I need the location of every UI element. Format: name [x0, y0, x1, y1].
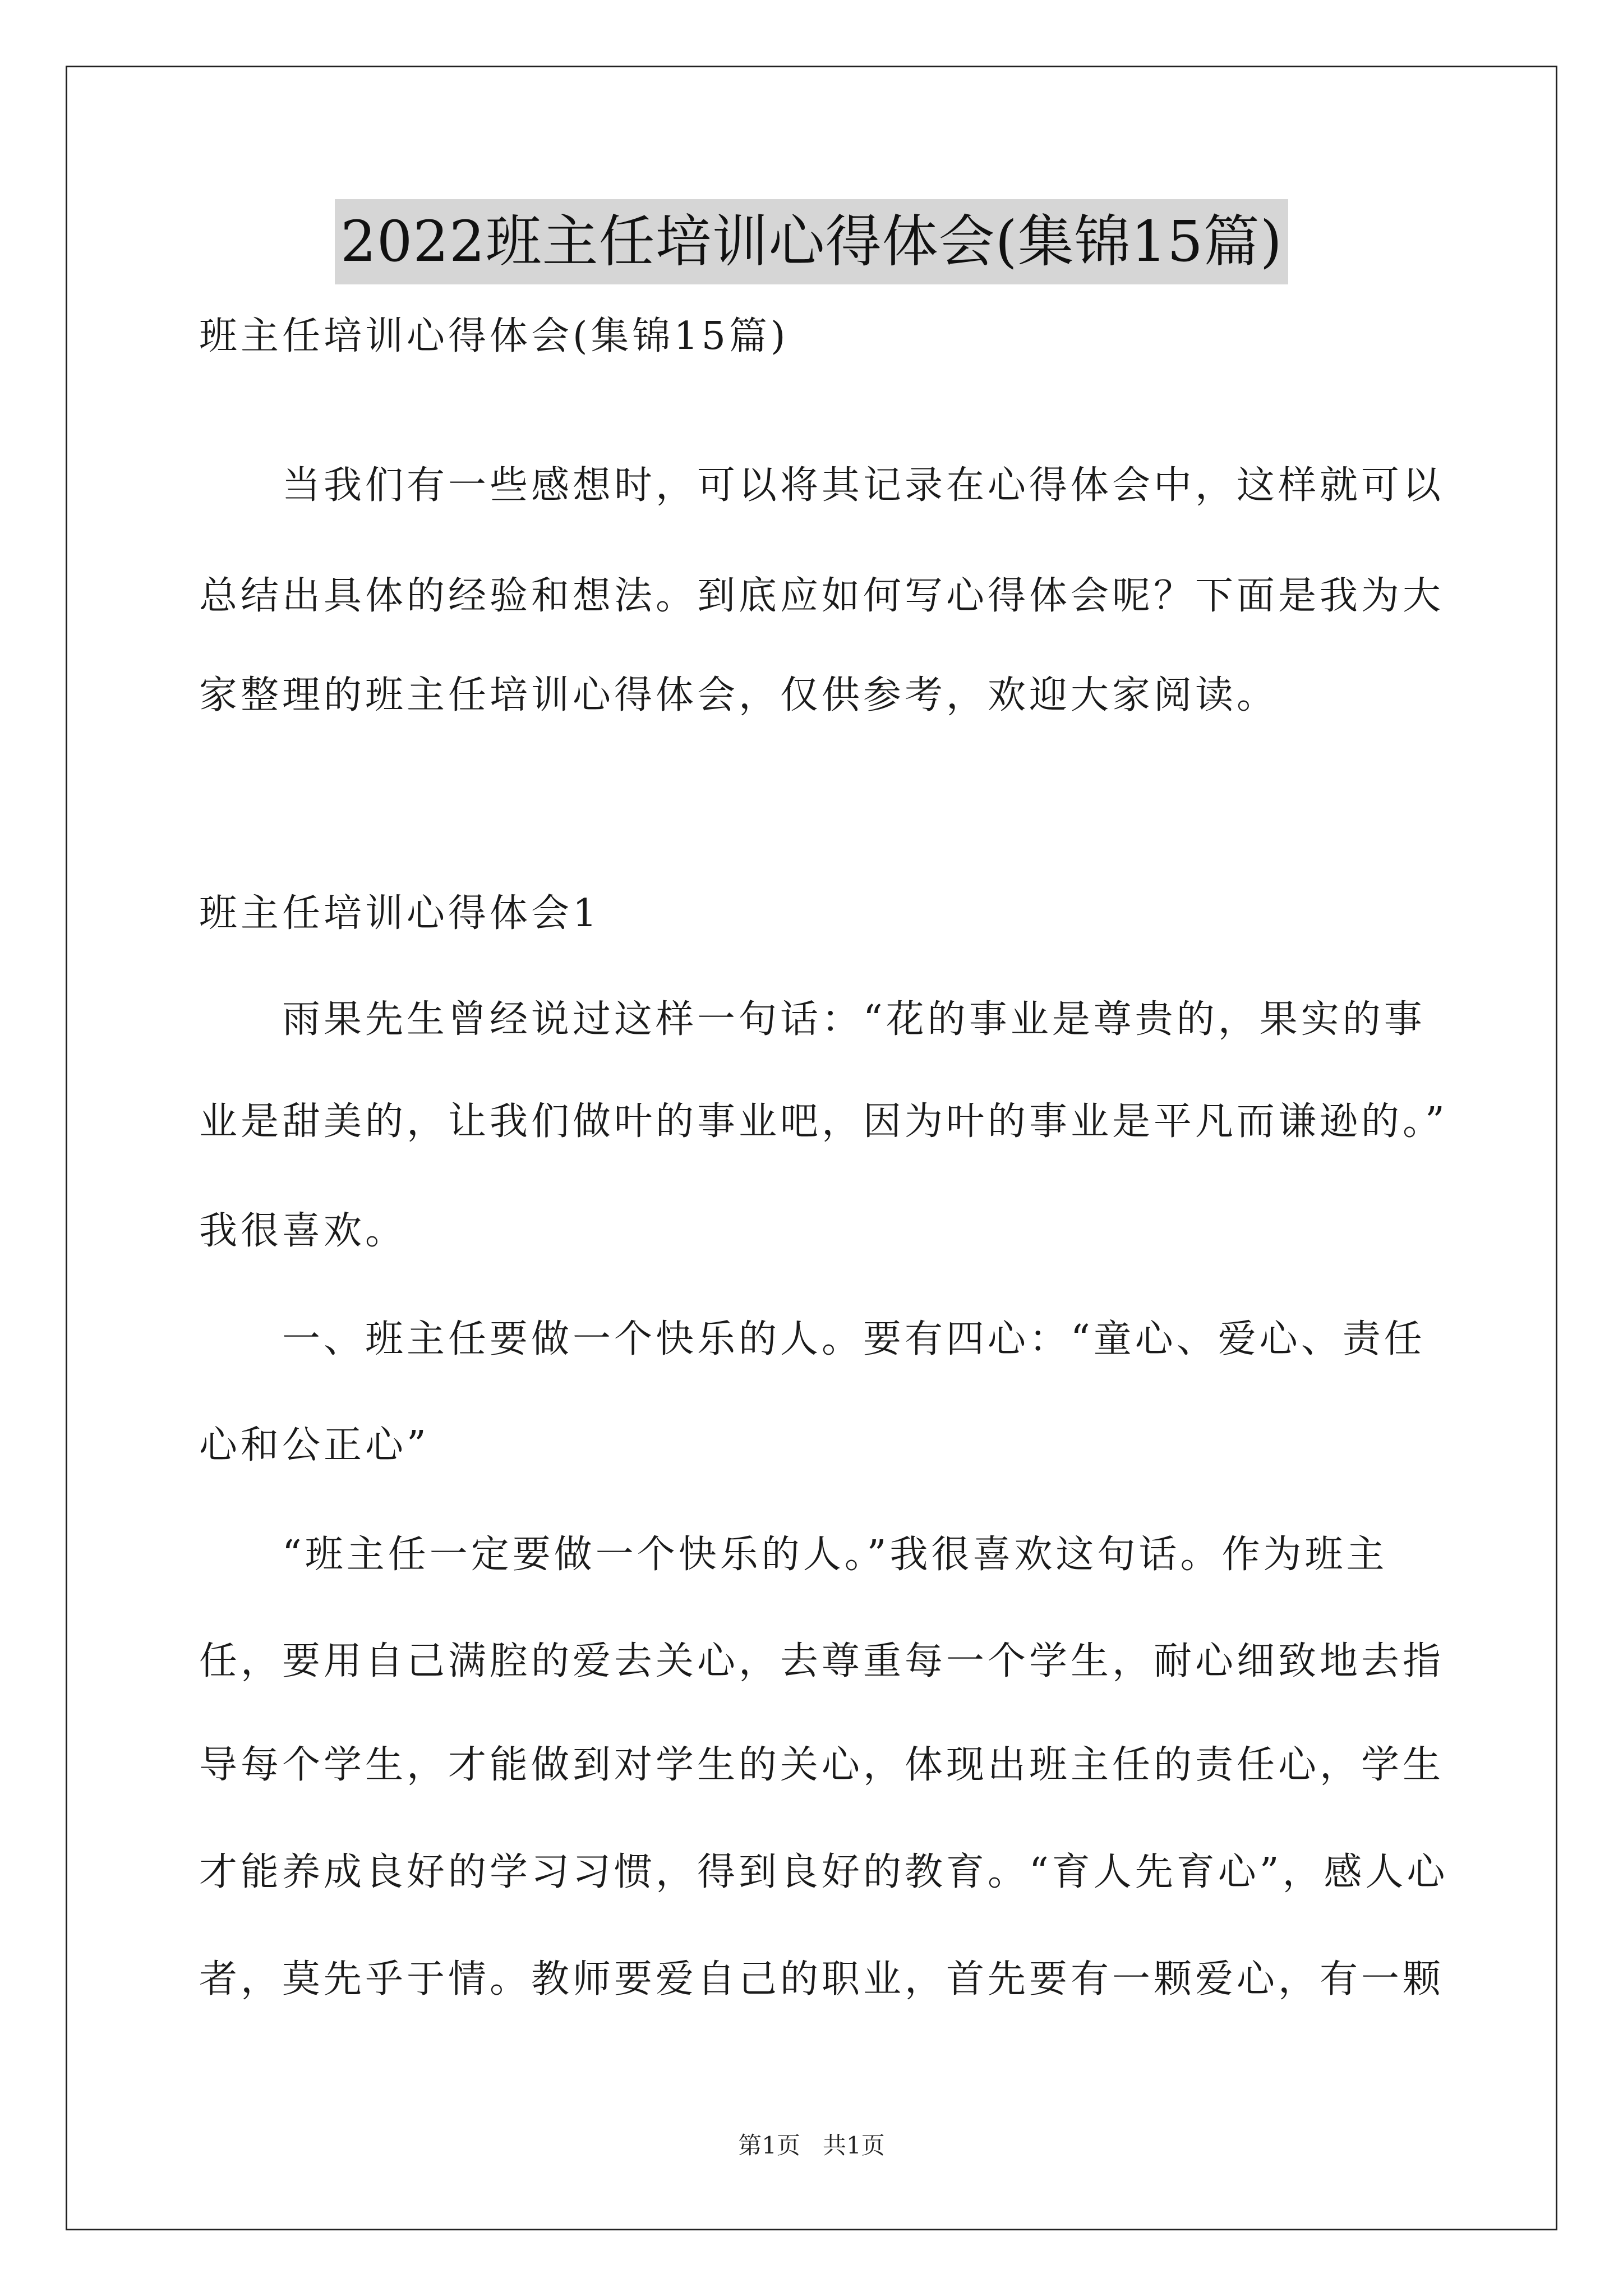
paragraph-line: 心和公正心”: [199, 1423, 430, 1467]
paragraph-line: 我很喜欢。: [199, 1209, 407, 1253]
paragraph-line: 一、班主任要做一个快乐的人。要有四心：“童心、爱心、责任: [199, 1317, 1426, 1361]
paragraph-line: 导每个学生，才能做到对学生的关心，体现出班主任的责任心，学生: [199, 1743, 1445, 1787]
section-heading: 班主任培训心得体会1: [199, 891, 601, 936]
page-footer: [0, 2129, 1623, 2162]
page-total: 共1页: [823, 2132, 885, 2159]
paragraph-line: “班主任一定要做一个快乐的人。”我很喜欢这句话。作为班主: [199, 1533, 1388, 1577]
paragraph-line: 当我们有一些感想时，可以将其记录在心得体会中，这样就可以: [199, 463, 1445, 508]
paragraph-line: 才能养成良好的学习习惯，得到良好的教育。“育人先育心”，感人心: [199, 1850, 1449, 1894]
page-border: [66, 66, 1557, 2230]
paragraph-line: 雨果先生曾经说过这样一句话：“花的事业是尊贵的，果实的事: [199, 997, 1426, 1042]
title-container: [0, 199, 1623, 284]
paragraph-line: 任，要用自己满腔的爱去关心，去尊重每一个学生，耐心细致地去指: [199, 1639, 1445, 1683]
page-number: 第1页: [738, 2132, 800, 2159]
paragraph-line: 业是甜美的，让我们做叶的事业吧，因为叶的事业是平凡而谦逊的。”: [199, 1099, 1448, 1144]
document-title: 2022班主任培训心得体会(集锦15篇): [335, 199, 1288, 284]
document-subtitle: 班主任培训心得体会(集锦15篇): [199, 314, 789, 358]
paragraph-line: 者，莫先乎于情。教师要爱自己的职业，首先要有一颗爱心，有一颗: [199, 1957, 1445, 2001]
paragraph-line: 家整理的班主任培训心得体会，仅供参考，欢迎大家阅读。: [199, 673, 1279, 717]
paragraph-line: 总结出具体的经验和想法。到底应如何写心得体会呢？下面是我为大: [199, 574, 1445, 618]
